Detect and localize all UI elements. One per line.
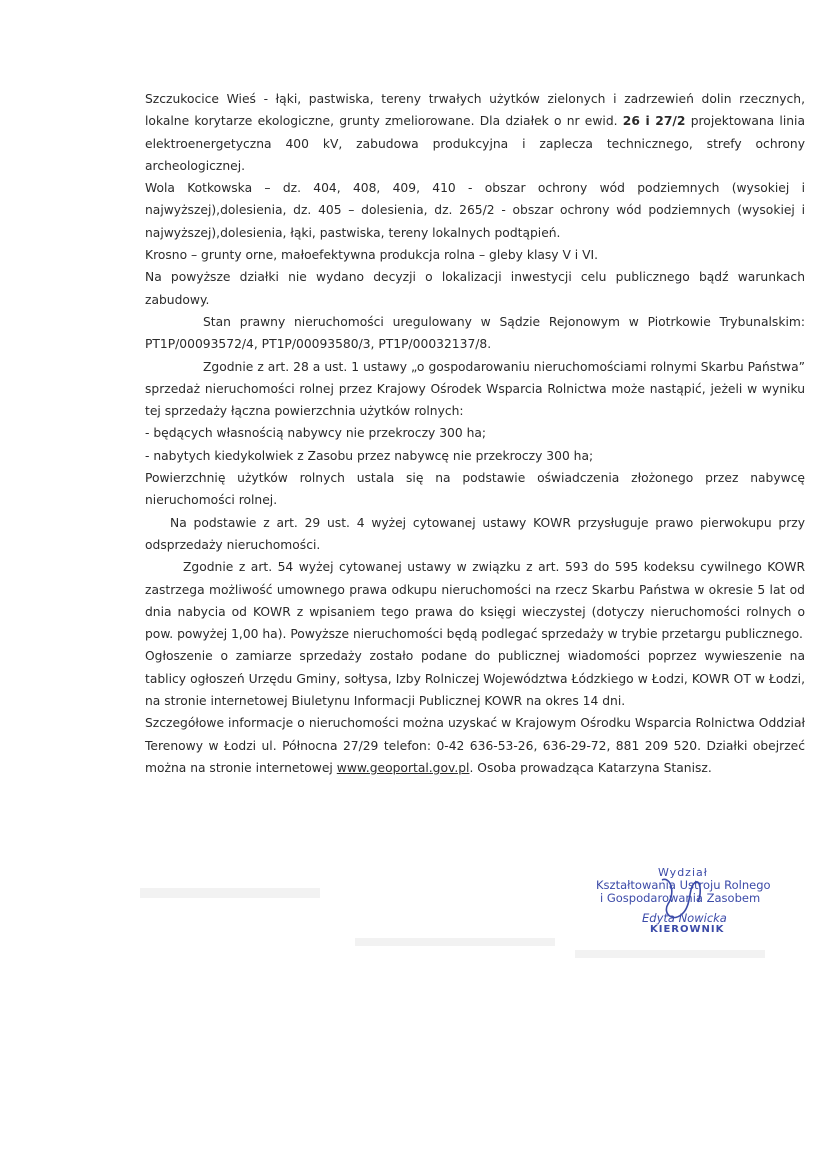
bleed-through-mark [140, 888, 320, 898]
list-item-acquired: - nabytych kiedykolwiek z Zasobu przez nabywcę nie przekroczy 300 ha; [145, 448, 594, 463]
bleed-through-mark [355, 938, 555, 946]
paragraph-szczukocice [145, 88, 805, 177]
paragraph-legal-status: Stan prawny nieruchomości uregulowany w Sądzie Rejonowym w Piotrkowie Trybunalskim: PT1P/00093572/4, PT1P/00093580/3, PT1P/00032137/8. [145, 314, 805, 352]
paragraph-art-29: Na podstawie z art. 29 ust. 4 wyżej cytowanej ustawy KOWR przysługuje prawo pierwokupu przy odsprzedaży nieruchomości. [145, 515, 805, 552]
paragraph-art-28: Zgodnie z art. 28 a ust. 1 ustawy „o gospodarowaniu nieruchomościami rolnymi Skarbu Państwa” sprzedaż nieruchomości rolnej przez Krajowy Ośrodek Wsparcia Rolnictwa może nastąpić, jeżeli w wyniku tej sprzedaży łączna powierzchnia użytków rolnych: [145, 359, 805, 419]
paragraph-wola-kotkowska: Wola Kotkowska – dz. 404, 408, 409, 410 - obszar ochrony wód podziemnych (wysokiej i najwyższej),dolesienia, dz. 405 – dolesienia, dz. 265/2 - obszar ochrony wód podziemnych (wysokiej i najwyższej),dolesienia, łąki, pastwiska, tereny lokalnych podtąpień. [145, 181, 805, 240]
paragraph-text: . Osoba prowadząca Katarzyna Stanisz. [469, 760, 712, 775]
stamp-line-role: KIEROWNIK [650, 924, 725, 935]
paragraph-krosno: Krosno – grunty orne, małoefektywna produkcja rolna – gleby klasy V i VI. [145, 248, 599, 263]
paragraph-announcement: Ogłoszenie o zamiarze sprzedaży zostało podane do publicznej wiadomości poprzez wywieszenie na tablicy ogłoszeń Urzędu Gminy, sołtysa, Izby Rolniczej Województwa Łódzkiego w Łodzi, KOWR OT w Łodzi, na stronie internetowej Biuletynu Informacji Publicznej KOWR na okres 14 dni. [145, 649, 805, 709]
stamp-line-unit: Kształtowania Ustroju Rolnego [596, 878, 771, 892]
paragraph-text: Szczegółowe informacje o nieruchomości można uzyskać w Krajowym Ośrodku Wsparcia Rolnictwa Oddział Terenowy w Łodzi ul. Północna 27/29 telefon: 0-42 636-53-26, 636-29-72, 881 209 520. Działki obejrzeć można na stronie internetowej [145, 716, 805, 775]
paragraph-text: projektowana linia elektroenergetyczna 400 kV, zabudowa produkcyjna i zaplecza technicznego, strefy ochrony archeologicznej. [145, 114, 805, 173]
list-item-ownership: - będących własnością nabywcy nie przekroczy 300 ha; [145, 426, 487, 441]
bleed-through-mark [575, 950, 765, 958]
paragraph-area-declaration: Powierzchnię użytków rolnych ustala się na podstawie oświadczenia złożonego przez nabywcę nieruchomości rolnej. [145, 471, 805, 508]
stamp-line-department: Wydział [658, 866, 708, 879]
paragraph-art-54: Zgodnie z art. 54 wyżej cytowanej ustawy w związku z art. 593 do 595 kodeksu cywilnego KOWR zastrzega możliwość umownego prawa odkupu nieruchomości na rzecz Skarbu Państwa w okresie 5 lat od dnia nabycia od KOWR z wpisaniem tego prawa do księgi wieczystej (dotyczy nieruchomości rolnych o pow. powyżej 1,00 ha). Powyższe nieruchomości będą podlegać sprzedaży w trybie przetargu publicznego. [145, 560, 805, 642]
paragraph-no-decision: Na powyższe działki nie wydano decyzji o lokalizacji inwestycji celu publicznego bądź warunkach zabudowy. [145, 270, 805, 307]
document-body [145, 88, 805, 779]
paragraph-contact [145, 712, 805, 779]
geoportal-link[interactable]: www.geoportal.gov.pl [336, 760, 470, 775]
stamp-line-name: Edyta Nowicka [642, 911, 727, 925]
parcel-numbers-bold: 26 i 27/2 [622, 114, 686, 129]
paragraph-text: Szczukocice Wieś - łąki, pastwiska, tereny trwałych użytków zielonych i zadrzewień dolin rzecznych, lokalne korytarze ekologiczne, grunty zmeliorowane. Dla działek o nr ewid. [145, 92, 805, 129]
handwritten-signature [640, 872, 720, 932]
stamp-line-unit-2: i Gospodarowania Zasobem [600, 891, 761, 905]
